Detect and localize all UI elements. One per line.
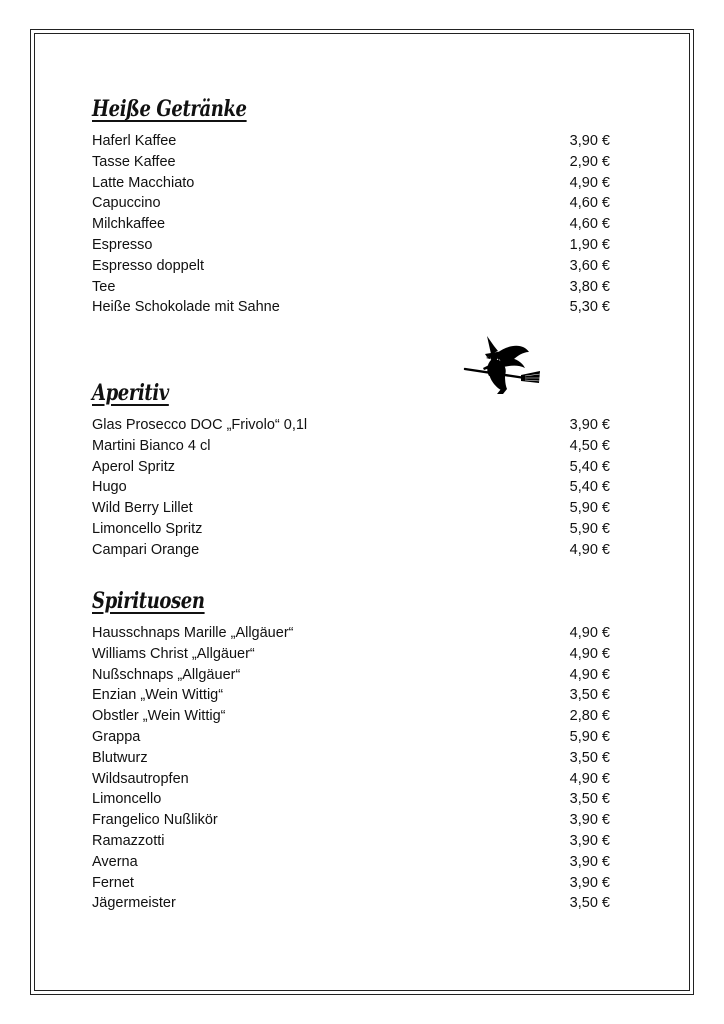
menu-item [92, 644, 622, 665]
menu-item-name: Campari Orange [92, 541, 200, 558]
menu-item [92, 665, 622, 686]
menu-item-name: Grappa [92, 728, 141, 745]
menu-item-name: Obstler „Wein Wittig“ [92, 708, 226, 725]
menu-list-spirits [92, 623, 622, 914]
menu-item-price: 4,90 € [569, 625, 610, 641]
menu-item-name: Ramazzotti [92, 832, 165, 849]
menu-item [92, 852, 622, 873]
menu-item [92, 297, 622, 318]
menu-item-price: 5,90 € [569, 500, 610, 517]
menu-item-price: 5,40 € [569, 479, 610, 496]
menu-item-price: 5,40 € [569, 458, 610, 475]
menu-item-name: Averna [92, 853, 138, 870]
menu-item-name: Wild Berry Lillet [92, 500, 193, 517]
menu-item-price: 4,50 € [569, 437, 610, 454]
menu-item-price: 3,90 € [569, 853, 610, 870]
menu-item-name: Tasse Kaffee [92, 153, 176, 170]
menu-item [92, 831, 622, 852]
menu-item [92, 415, 622, 436]
menu-item-name: Frangelico Nußlikör [92, 812, 218, 829]
menu-item-price: 3,50 € [569, 749, 610, 766]
section-hot-drinks [92, 92, 622, 318]
menu-item [92, 727, 622, 748]
menu-item-name: Williams Christ „Allgäuer“ [92, 645, 255, 662]
menu-item [92, 789, 622, 810]
menu-item-price: 4,60 € [569, 195, 610, 212]
menu-item [92, 214, 622, 235]
menu-item [92, 152, 622, 173]
menu-item-name: Glas Prosecco DOC „Frivolo“ 0,1l [92, 417, 308, 433]
section-title-spirits: Spirituosen [92, 588, 205, 614]
menu-item [92, 131, 622, 152]
menu-item [92, 256, 622, 277]
menu-item [92, 235, 622, 256]
menu-item [92, 893, 622, 914]
menu-item [92, 873, 622, 894]
menu-item [92, 685, 622, 706]
menu-item [92, 457, 622, 478]
menu-item-price: 3,50 € [569, 791, 610, 808]
section-title-aperitif: Aperitiv [92, 380, 169, 406]
menu-item-name: Hugo [92, 479, 127, 496]
menu-item-price: 5,30 € [569, 299, 610, 316]
menu-item-price: 4,90 € [569, 770, 610, 787]
menu-item-price: 3,90 € [569, 133, 610, 149]
menu-item-price: 3,90 € [569, 417, 610, 433]
menu-item [92, 810, 622, 831]
menu-item [92, 173, 622, 194]
menu-item-name: Espresso [92, 236, 153, 253]
menu-item-price: 5,90 € [569, 520, 610, 537]
menu-item-price: 4,90 € [569, 174, 610, 191]
menu-item [92, 769, 622, 790]
menu-item-name: Martini Bianco 4 cl [92, 437, 211, 454]
menu-item-price: 5,90 € [569, 728, 610, 745]
menu-list-hot-drinks [92, 131, 622, 318]
menu-item-price: 1,90 € [569, 236, 610, 253]
menu-item [92, 706, 622, 727]
menu-item-price: 4,90 € [569, 666, 610, 683]
menu-item-price: 2,80 € [569, 708, 610, 725]
menu-item [92, 748, 622, 769]
menu-item [92, 277, 622, 298]
menu-item [92, 193, 622, 214]
menu-item-price: 2,90 € [569, 153, 610, 170]
menu-item-price: 3,90 € [569, 812, 610, 829]
menu-item [92, 519, 622, 540]
menu-item-price: 3,90 € [569, 832, 610, 849]
menu-item-price: 4,90 € [569, 541, 610, 558]
menu-item-name: Hausschnaps Marille „Allgäuer“ [92, 625, 294, 641]
menu-item [92, 436, 622, 457]
menu-item [92, 498, 622, 519]
menu-item-price: 3,90 € [569, 874, 610, 891]
menu-item-name: Enzian „Wein Wittig“ [92, 687, 224, 704]
menu-item-name: Blutwurz [92, 749, 148, 766]
menu-item-name: Fernet [92, 874, 134, 891]
menu-item-name: Jägermeister [92, 895, 176, 912]
menu-item-name: Haferl Kaffee [92, 133, 177, 149]
section-title-hot-drinks: Heiße Getränke [92, 96, 247, 122]
menu-item-price: 3,80 € [569, 278, 610, 295]
menu-item-name: Aperol Spritz [92, 458, 176, 475]
menu-item [92, 623, 622, 644]
menu-item-price: 4,60 € [569, 216, 610, 233]
menu-item-name: Capuccino [92, 195, 161, 212]
menu-item-name: Nußschnaps „Allgäuer“ [92, 666, 241, 683]
menu-item-name: Milchkaffee [92, 216, 166, 233]
menu-item [92, 540, 622, 561]
menu-item-name: Heiße Schokolade mit Sahne [92, 299, 280, 316]
menu-item-price: 4,90 € [569, 645, 610, 662]
menu-item-name: Wildsautropfen [92, 770, 189, 787]
menu-item-name: Tee [92, 278, 116, 295]
menu-item-price: 3,60 € [569, 257, 610, 274]
menu-item-name: Limoncello [92, 791, 162, 808]
section-spirits [92, 584, 622, 914]
menu-item-name: Latte Macchiato [92, 174, 195, 191]
section-aperitif [92, 376, 622, 561]
menu-item-price: 3,50 € [569, 895, 610, 912]
menu-item [92, 477, 622, 498]
menu-list-aperitif [92, 415, 622, 561]
menu-item-name: Limoncello Spritz [92, 520, 203, 537]
menu-item-price: 3,50 € [569, 687, 610, 704]
menu-item-name: Espresso doppelt [92, 257, 205, 274]
